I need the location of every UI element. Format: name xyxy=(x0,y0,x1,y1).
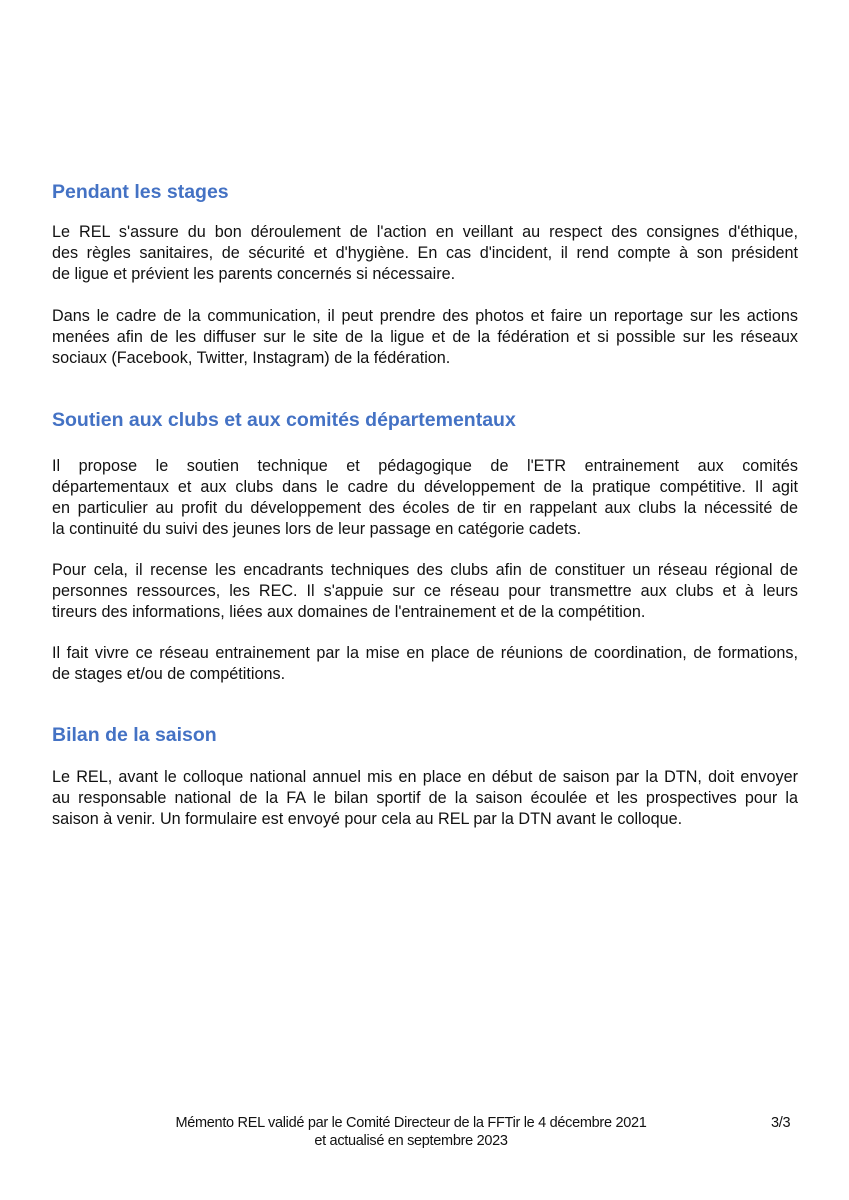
paragraph-soutien-technique xyxy=(52,456,798,540)
section-heading-pendant-les-stages: Pendant les stages xyxy=(52,181,229,203)
text-line: Il propose le soutien technique et pédagogique de l'ETR entrainement aux comités xyxy=(52,457,798,475)
paragraph-reseau-rec xyxy=(52,560,798,623)
text-line: Il fait vivre ce réseau entrainement par la mise en place de réunions de coordination, de formations, xyxy=(52,644,798,662)
text-line: départementaux et aux clubs dans le cadre du développement de la pratique compétitive. Il agit xyxy=(52,478,798,496)
paragraph-stages-deroulement xyxy=(52,222,798,285)
text-line: Dans le cadre de la communication, il peut prendre des photos et faire un reportage sur les actions xyxy=(52,307,798,325)
text-line: tireurs des informations, liées aux domaines de l'entrainement et de la compétition. xyxy=(52,603,646,621)
footer-line-update: et actualisé en septembre 2023 xyxy=(314,1133,508,1149)
paragraph-bilan-colloque xyxy=(52,767,798,830)
text-line: menées afin de les diffuser sur le site de la ligue et de la fédération et si possible sur les réseaux xyxy=(52,328,798,346)
section-heading-soutien-clubs: Soutien aux clubs et aux comités départementaux xyxy=(52,409,516,431)
text-line: saison à venir. Un formulaire est envoyé pour cela au REL par la DTN avant le colloque. xyxy=(52,810,683,828)
text-line: de stages et/ou de compétitions. xyxy=(52,665,286,683)
paragraph-stages-communication xyxy=(52,306,798,369)
footer-line-validation: Mémento REL validé par le Comité Directeur de la FFTir le 4 décembre 2021 xyxy=(175,1115,647,1131)
text-line: en particulier au profit du développement des écoles de tir en rappelant aux clubs la nécessité de xyxy=(52,499,798,517)
text-line: de ligue et prévient les parents concernés si nécessaire. xyxy=(52,265,456,283)
text-line: Pour cela, il recense les encadrants techniques des clubs afin de constituer un réseau régional de xyxy=(52,561,798,579)
text-line: sociaux (Facebook, Twitter, Instagram) de la fédération. xyxy=(52,349,451,367)
text-line: personnes ressources, les REC. Il s'appuie sur ce réseau pour transmettre aux clubs et à leurs xyxy=(52,582,798,600)
paragraph-reseau-entrainement xyxy=(52,643,798,685)
text-line: la continuité du suivi des jeunes lors de leur passage en catégorie cadets. xyxy=(52,520,582,538)
text-line: Le REL s'assure du bon déroulement de l'action en veillant au respect des consignes d'éthique, xyxy=(52,223,798,241)
text-line: au responsable national de la FA le bilan sportif de la saison écoulée et les prospectives pour la xyxy=(52,789,798,807)
page-number: 3/3 xyxy=(771,1115,791,1131)
footer-memento-text xyxy=(140,1114,682,1150)
section-heading-bilan-saison: Bilan de la saison xyxy=(52,724,217,746)
text-line: Le REL, avant le colloque national annuel mis en place en début de saison par la DTN, doit envoyer xyxy=(52,768,798,786)
text-line: des règles sanitaires, de sécurité et d'hygiène. En cas d'incident, il rend compte à son président xyxy=(52,244,798,262)
